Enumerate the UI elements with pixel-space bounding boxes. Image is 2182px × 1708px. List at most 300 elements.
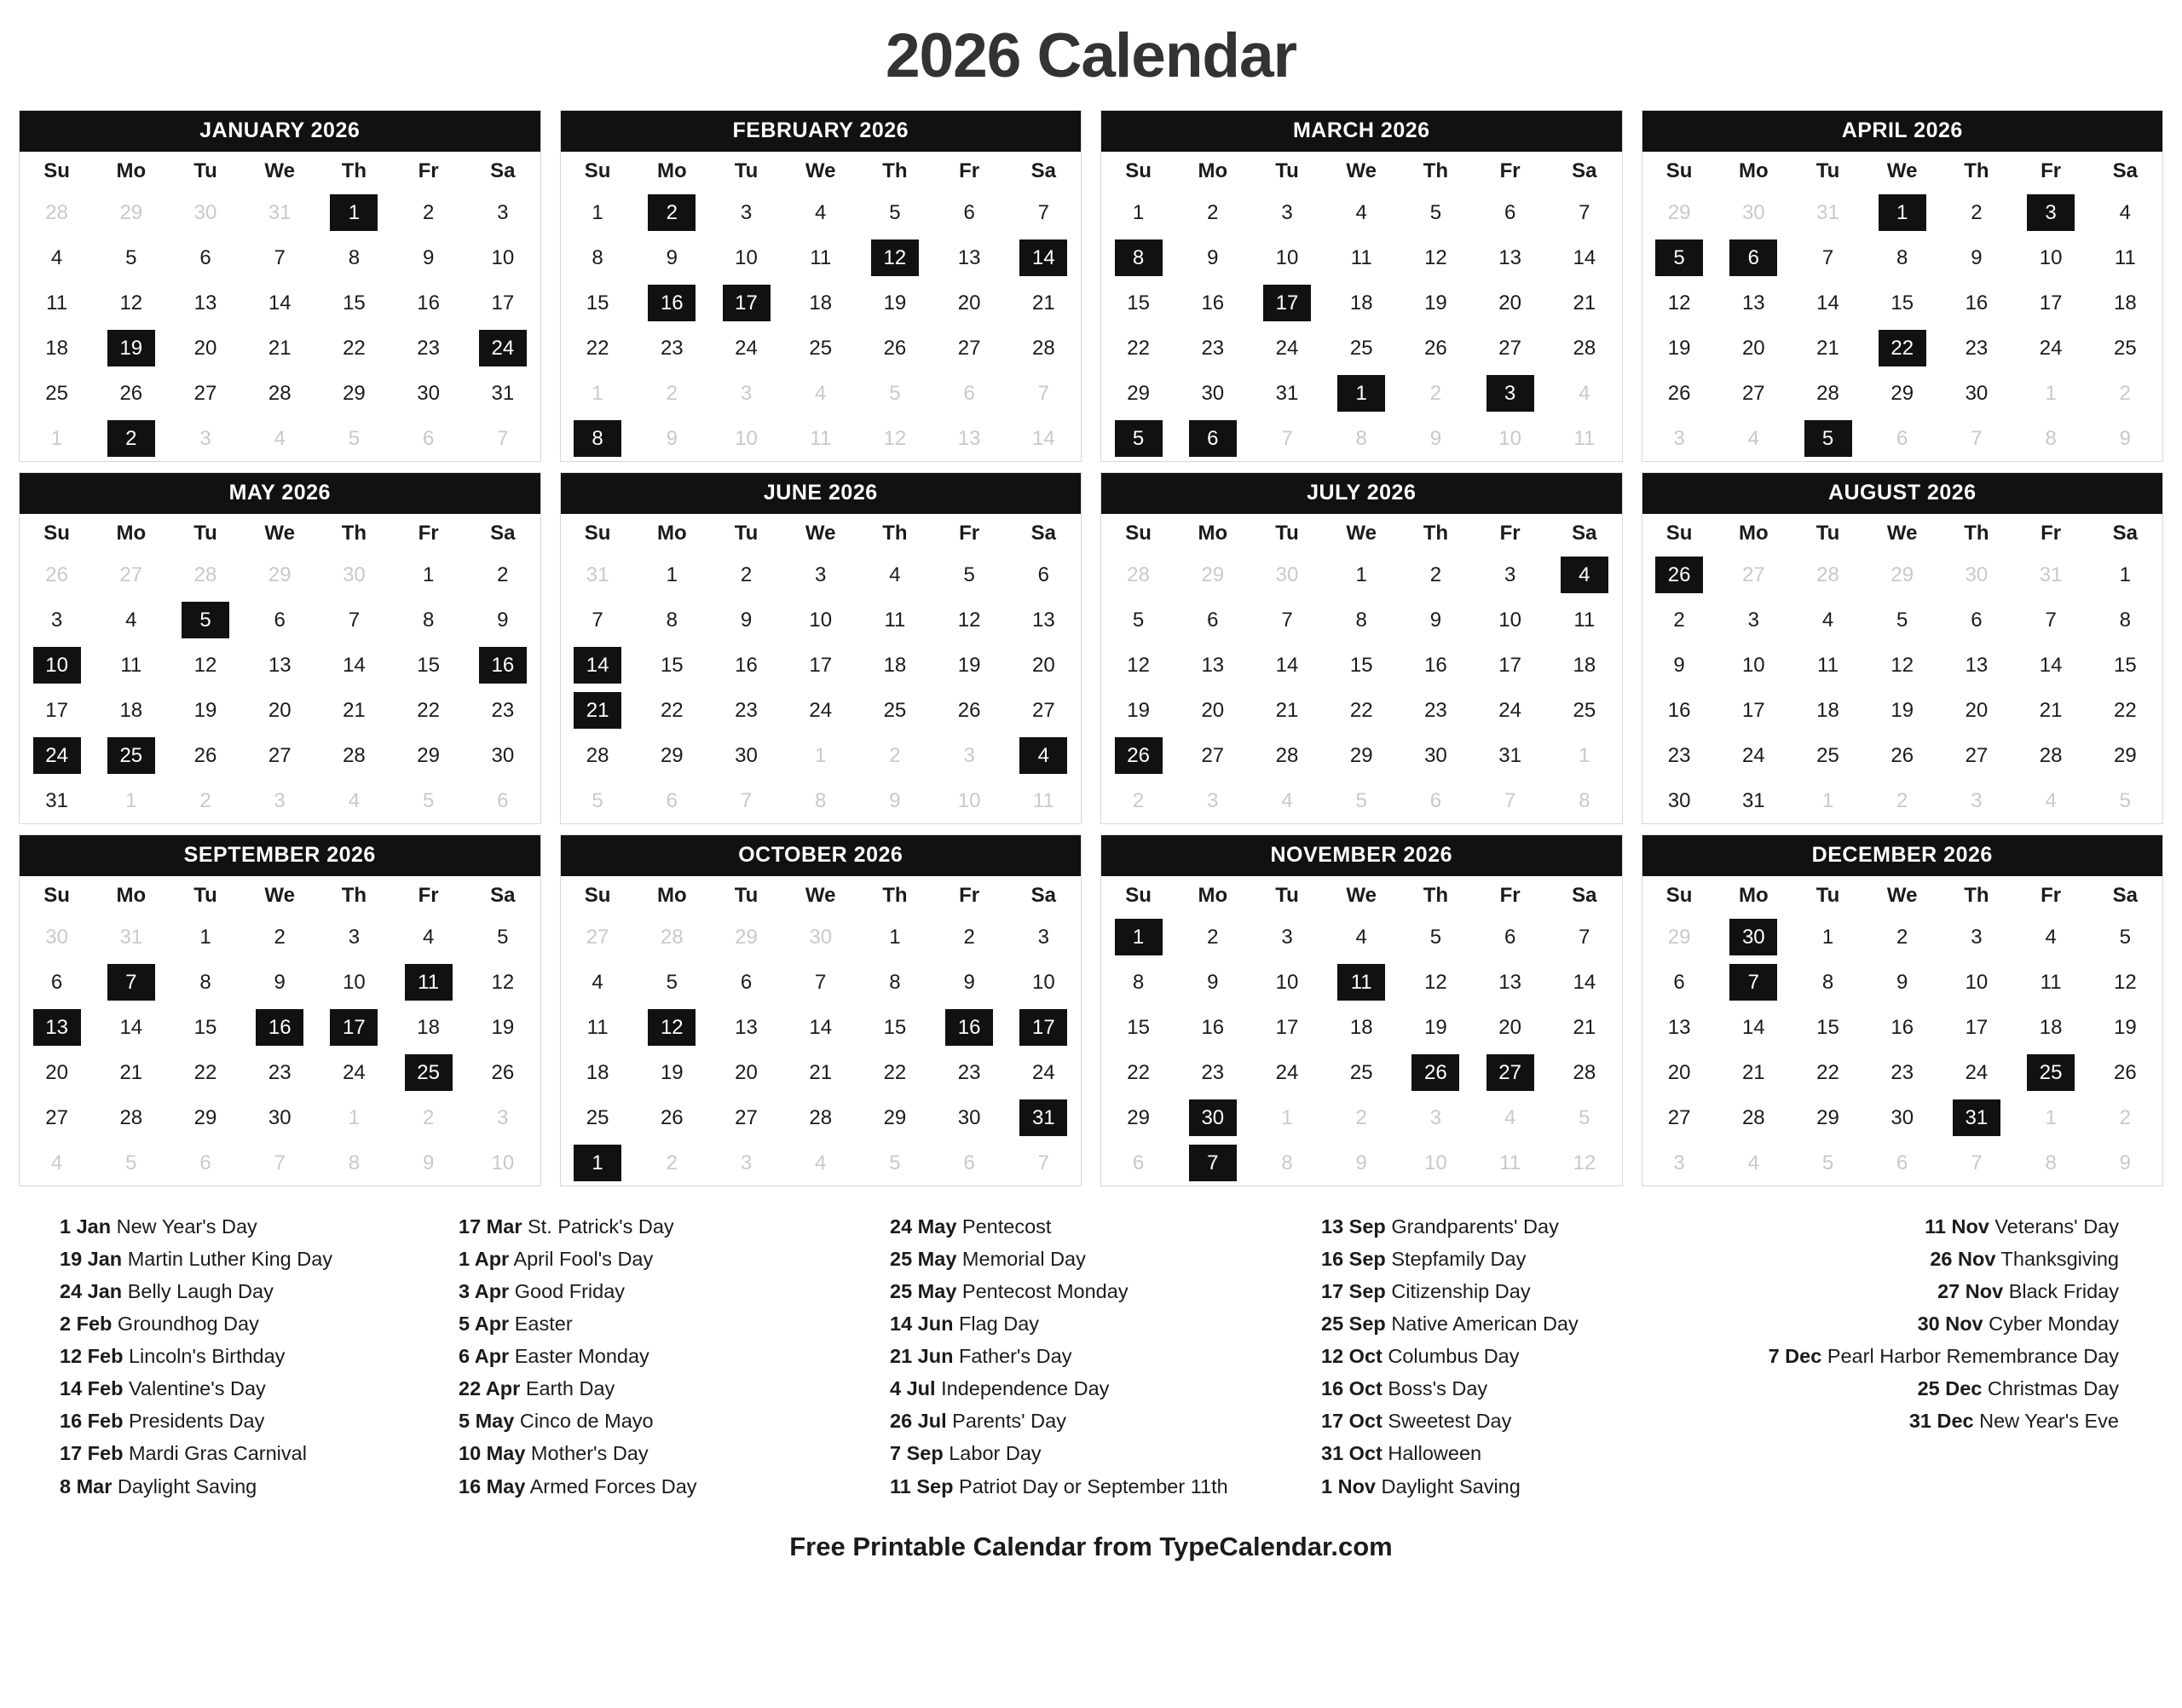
day-cell[interactable]: [709, 416, 783, 461]
day-cell[interactable]: [2014, 915, 2088, 960]
day-cell[interactable]: [2014, 280, 2088, 326]
day-cell[interactable]: [1791, 1005, 1865, 1050]
day-cell[interactable]: [783, 416, 857, 461]
day-cell[interactable]: [465, 1140, 540, 1186]
day-cell[interactable]: [20, 1050, 94, 1095]
day-cell[interactable]: [1791, 235, 1865, 280]
day-cell[interactable]: [1473, 643, 1547, 688]
day-cell[interactable]: [1250, 190, 1324, 235]
day-cell[interactable]: [1399, 1095, 1473, 1140]
day-cell[interactable]: [1865, 688, 1939, 733]
day-cell[interactable]: [317, 778, 391, 823]
day-cell[interactable]: [1717, 1005, 1791, 1050]
day-cell[interactable]: [1007, 915, 1081, 960]
day-cell[interactable]: [1547, 688, 1621, 733]
day-cell[interactable]: [1399, 915, 1473, 960]
day-cell[interactable]: [857, 1095, 932, 1140]
day-cell[interactable]: [391, 1095, 465, 1140]
day-cell[interactable]: [1865, 1050, 1939, 1095]
day-cell[interactable]: [1101, 1140, 1175, 1186]
day-cell[interactable]: [20, 235, 94, 280]
day-cell[interactable]: [1325, 915, 1399, 960]
day-cell[interactable]: [932, 190, 1007, 235]
day-cell[interactable]: [857, 1140, 932, 1186]
day-cell[interactable]: [1547, 1095, 1621, 1140]
day-cell[interactable]: [709, 915, 783, 960]
day-cell[interactable]: [94, 326, 168, 371]
day-cell[interactable]: [1101, 733, 1175, 778]
day-cell[interactable]: [2014, 688, 2088, 733]
day-cell[interactable]: [1175, 552, 1250, 597]
day-cell[interactable]: [94, 190, 168, 235]
day-cell[interactable]: [94, 416, 168, 461]
day-cell[interactable]: [2014, 1095, 2088, 1140]
day-cell[interactable]: [391, 778, 465, 823]
day-cell[interactable]: [1547, 1005, 1621, 1050]
day-cell[interactable]: [635, 280, 709, 326]
day-cell[interactable]: [1939, 552, 2013, 597]
day-cell[interactable]: [465, 235, 540, 280]
day-cell[interactable]: [243, 235, 317, 280]
day-cell[interactable]: [709, 643, 783, 688]
day-cell[interactable]: [1175, 1140, 1250, 1186]
day-cell[interactable]: [635, 688, 709, 733]
day-cell[interactable]: [1642, 1095, 1717, 1140]
day-cell[interactable]: [168, 1050, 242, 1095]
day-cell[interactable]: [465, 733, 540, 778]
day-cell[interactable]: [1007, 597, 1081, 643]
day-cell[interactable]: [391, 552, 465, 597]
day-cell[interactable]: [1865, 643, 1939, 688]
day-cell[interactable]: [20, 371, 94, 416]
day-cell[interactable]: [635, 1005, 709, 1050]
day-cell[interactable]: [1399, 371, 1473, 416]
day-cell[interactable]: [1939, 733, 2013, 778]
day-cell[interactable]: [1791, 326, 1865, 371]
day-cell[interactable]: [635, 235, 709, 280]
day-cell[interactable]: [20, 960, 94, 1005]
day-cell[interactable]: [1399, 280, 1473, 326]
day-cell[interactable]: [1642, 371, 1717, 416]
day-cell[interactable]: [1791, 280, 1865, 326]
day-cell[interactable]: [1939, 597, 2013, 643]
day-cell[interactable]: [243, 1140, 317, 1186]
day-cell[interactable]: [932, 1005, 1007, 1050]
day-cell[interactable]: [1791, 190, 1865, 235]
day-cell[interactable]: [1250, 552, 1324, 597]
day-cell[interactable]: [1007, 552, 1081, 597]
day-cell[interactable]: [561, 235, 635, 280]
day-cell[interactable]: [20, 733, 94, 778]
day-cell[interactable]: [1642, 280, 1717, 326]
day-cell[interactable]: [1101, 688, 1175, 733]
day-cell[interactable]: [168, 733, 242, 778]
day-cell[interactable]: [20, 1095, 94, 1140]
day-cell[interactable]: [783, 1005, 857, 1050]
day-cell[interactable]: [1642, 960, 1717, 1005]
day-cell[interactable]: [1642, 416, 1717, 461]
day-cell[interactable]: [1399, 597, 1473, 643]
day-cell[interactable]: [317, 915, 391, 960]
day-cell[interactable]: [1547, 371, 1621, 416]
day-cell[interactable]: [1939, 416, 2013, 461]
day-cell[interactable]: [391, 1140, 465, 1186]
day-cell[interactable]: [1642, 552, 1717, 597]
day-cell[interactable]: [317, 1050, 391, 1095]
day-cell[interactable]: [1175, 326, 1250, 371]
day-cell[interactable]: [932, 235, 1007, 280]
day-cell[interactable]: [932, 643, 1007, 688]
day-cell[interactable]: [561, 190, 635, 235]
day-cell[interactable]: [1101, 1005, 1175, 1050]
day-cell[interactable]: [1101, 280, 1175, 326]
day-cell[interactable]: [1101, 960, 1175, 1005]
day-cell[interactable]: [1101, 235, 1175, 280]
day-cell[interactable]: [709, 733, 783, 778]
day-cell[interactable]: [561, 960, 635, 1005]
day-cell[interactable]: [243, 597, 317, 643]
day-cell[interactable]: [1547, 1140, 1621, 1186]
day-cell[interactable]: [1717, 190, 1791, 235]
day-cell[interactable]: [561, 1140, 635, 1186]
day-cell[interactable]: [1717, 235, 1791, 280]
day-cell[interactable]: [465, 915, 540, 960]
day-cell[interactable]: [1250, 1050, 1324, 1095]
day-cell[interactable]: [635, 190, 709, 235]
day-cell[interactable]: [465, 371, 540, 416]
day-cell[interactable]: [1865, 960, 1939, 1005]
day-cell[interactable]: [2088, 733, 2162, 778]
day-cell[interactable]: [1399, 688, 1473, 733]
day-cell[interactable]: [857, 190, 932, 235]
day-cell[interactable]: [561, 552, 635, 597]
day-cell[interactable]: [561, 778, 635, 823]
day-cell[interactable]: [857, 326, 932, 371]
day-cell[interactable]: [1717, 733, 1791, 778]
day-cell[interactable]: [1250, 915, 1324, 960]
day-cell[interactable]: [1325, 280, 1399, 326]
day-cell[interactable]: [391, 371, 465, 416]
day-cell[interactable]: [391, 1005, 465, 1050]
day-cell[interactable]: [1175, 1050, 1250, 1095]
day-cell[interactable]: [783, 1050, 857, 1095]
day-cell[interactable]: [1939, 326, 2013, 371]
day-cell[interactable]: [94, 1005, 168, 1050]
day-cell[interactable]: [561, 688, 635, 733]
day-cell[interactable]: [2014, 733, 2088, 778]
day-cell[interactable]: [1250, 733, 1324, 778]
day-cell[interactable]: [1791, 960, 1865, 1005]
day-cell[interactable]: [857, 733, 932, 778]
day-cell[interactable]: [783, 552, 857, 597]
day-cell[interactable]: [243, 1095, 317, 1140]
day-cell[interactable]: [243, 778, 317, 823]
day-cell[interactable]: [932, 326, 1007, 371]
day-cell[interactable]: [932, 416, 1007, 461]
day-cell[interactable]: [1791, 1140, 1865, 1186]
day-cell[interactable]: [243, 280, 317, 326]
day-cell[interactable]: [1175, 915, 1250, 960]
day-cell[interactable]: [1101, 326, 1175, 371]
day-cell[interactable]: [20, 1140, 94, 1186]
day-cell[interactable]: [1250, 597, 1324, 643]
day-cell[interactable]: [94, 960, 168, 1005]
day-cell[interactable]: [1791, 688, 1865, 733]
day-cell[interactable]: [561, 1005, 635, 1050]
day-cell[interactable]: [783, 778, 857, 823]
day-cell[interactable]: [561, 416, 635, 461]
day-cell[interactable]: [1473, 190, 1547, 235]
day-cell[interactable]: [1939, 1140, 2013, 1186]
day-cell[interactable]: [1865, 1005, 1939, 1050]
day-cell[interactable]: [1399, 960, 1473, 1005]
day-cell[interactable]: [168, 778, 242, 823]
day-cell[interactable]: [1175, 371, 1250, 416]
day-cell[interactable]: [709, 326, 783, 371]
day-cell[interactable]: [561, 280, 635, 326]
day-cell[interactable]: [1101, 552, 1175, 597]
day-cell[interactable]: [857, 1005, 932, 1050]
day-cell[interactable]: [94, 371, 168, 416]
day-cell[interactable]: [168, 235, 242, 280]
day-cell[interactable]: [1325, 190, 1399, 235]
day-cell[interactable]: [1473, 733, 1547, 778]
day-cell[interactable]: [1007, 235, 1081, 280]
day-cell[interactable]: [1325, 235, 1399, 280]
day-cell[interactable]: [94, 778, 168, 823]
day-cell[interactable]: [2014, 1140, 2088, 1186]
day-cell[interactable]: [1101, 190, 1175, 235]
day-cell[interactable]: [1791, 1095, 1865, 1140]
day-cell[interactable]: [317, 280, 391, 326]
day-cell[interactable]: [465, 552, 540, 597]
day-cell[interactable]: [168, 1140, 242, 1186]
day-cell[interactable]: [1642, 190, 1717, 235]
day-cell[interactable]: [1007, 371, 1081, 416]
day-cell[interactable]: [317, 326, 391, 371]
day-cell[interactable]: [2088, 688, 2162, 733]
day-cell[interactable]: [2088, 280, 2162, 326]
day-cell[interactable]: [1325, 1095, 1399, 1140]
day-cell[interactable]: [783, 235, 857, 280]
day-cell[interactable]: [243, 733, 317, 778]
day-cell[interactable]: [1007, 326, 1081, 371]
day-cell[interactable]: [932, 1050, 1007, 1095]
day-cell[interactable]: [2014, 597, 2088, 643]
day-cell[interactable]: [465, 1050, 540, 1095]
day-cell[interactable]: [94, 915, 168, 960]
day-cell[interactable]: [857, 416, 932, 461]
day-cell[interactable]: [635, 552, 709, 597]
day-cell[interactable]: [1865, 597, 1939, 643]
day-cell[interactable]: [391, 915, 465, 960]
day-cell[interactable]: [561, 915, 635, 960]
day-cell[interactable]: [1865, 733, 1939, 778]
day-cell[interactable]: [317, 235, 391, 280]
day-cell[interactable]: [2088, 1140, 2162, 1186]
day-cell[interactable]: [1250, 778, 1324, 823]
day-cell[interactable]: [2088, 371, 2162, 416]
day-cell[interactable]: [1547, 190, 1621, 235]
day-cell[interactable]: [2088, 778, 2162, 823]
day-cell[interactable]: [465, 778, 540, 823]
day-cell[interactable]: [783, 1140, 857, 1186]
day-cell[interactable]: [20, 190, 94, 235]
day-cell[interactable]: [1717, 416, 1791, 461]
day-cell[interactable]: [635, 643, 709, 688]
day-cell[interactable]: [2014, 416, 2088, 461]
day-cell[interactable]: [2014, 778, 2088, 823]
day-cell[interactable]: [243, 416, 317, 461]
day-cell[interactable]: [1325, 1140, 1399, 1186]
day-cell[interactable]: [94, 643, 168, 688]
day-cell[interactable]: [709, 552, 783, 597]
day-cell[interactable]: [1101, 778, 1175, 823]
day-cell[interactable]: [20, 326, 94, 371]
day-cell[interactable]: [1791, 1050, 1865, 1095]
day-cell[interactable]: [1250, 643, 1324, 688]
day-cell[interactable]: [1101, 1050, 1175, 1095]
day-cell[interactable]: [465, 960, 540, 1005]
day-cell[interactable]: [465, 416, 540, 461]
day-cell[interactable]: [1007, 778, 1081, 823]
day-cell[interactable]: [1939, 778, 2013, 823]
day-cell[interactable]: [2014, 552, 2088, 597]
day-cell[interactable]: [1642, 326, 1717, 371]
day-cell[interactable]: [1007, 1140, 1081, 1186]
day-cell[interactable]: [1175, 280, 1250, 326]
day-cell[interactable]: [2014, 326, 2088, 371]
day-cell[interactable]: [709, 371, 783, 416]
day-cell[interactable]: [391, 960, 465, 1005]
day-cell[interactable]: [243, 326, 317, 371]
day-cell[interactable]: [635, 1095, 709, 1140]
day-cell[interactable]: [317, 1140, 391, 1186]
day-cell[interactable]: [1717, 778, 1791, 823]
day-cell[interactable]: [2014, 190, 2088, 235]
day-cell[interactable]: [932, 1095, 1007, 1140]
day-cell[interactable]: [783, 960, 857, 1005]
day-cell[interactable]: [1007, 1095, 1081, 1140]
day-cell[interactable]: [2088, 326, 2162, 371]
day-cell[interactable]: [1473, 597, 1547, 643]
day-cell[interactable]: [857, 1050, 932, 1095]
day-cell[interactable]: [465, 643, 540, 688]
day-cell[interactable]: [1101, 371, 1175, 416]
day-cell[interactable]: [94, 1140, 168, 1186]
day-cell[interactable]: [168, 915, 242, 960]
day-cell[interactable]: [1547, 235, 1621, 280]
day-cell[interactable]: [1717, 371, 1791, 416]
day-cell[interactable]: [465, 326, 540, 371]
day-cell[interactable]: [1473, 1005, 1547, 1050]
day-cell[interactable]: [709, 1005, 783, 1050]
day-cell[interactable]: [94, 1050, 168, 1095]
day-cell[interactable]: [168, 960, 242, 1005]
day-cell[interactable]: [1007, 960, 1081, 1005]
day-cell[interactable]: [465, 190, 540, 235]
day-cell[interactable]: [1642, 597, 1717, 643]
day-cell[interactable]: [561, 1095, 635, 1140]
day-cell[interactable]: [2014, 1005, 2088, 1050]
day-cell[interactable]: [1473, 371, 1547, 416]
day-cell[interactable]: [709, 1050, 783, 1095]
day-cell[interactable]: [561, 326, 635, 371]
day-cell[interactable]: [465, 597, 540, 643]
day-cell[interactable]: [20, 643, 94, 688]
day-cell[interactable]: [783, 190, 857, 235]
day-cell[interactable]: [1250, 416, 1324, 461]
day-cell[interactable]: [932, 688, 1007, 733]
day-cell[interactable]: [1101, 643, 1175, 688]
day-cell[interactable]: [709, 960, 783, 1005]
day-cell[interactable]: [1865, 915, 1939, 960]
day-cell[interactable]: [20, 915, 94, 960]
day-cell[interactable]: [20, 552, 94, 597]
day-cell[interactable]: [2088, 552, 2162, 597]
day-cell[interactable]: [1717, 552, 1791, 597]
day-cell[interactable]: [1399, 552, 1473, 597]
day-cell[interactable]: [94, 280, 168, 326]
day-cell[interactable]: [635, 416, 709, 461]
day-cell[interactable]: [20, 416, 94, 461]
day-cell[interactable]: [1325, 326, 1399, 371]
day-cell[interactable]: [168, 416, 242, 461]
day-cell[interactable]: [1399, 1140, 1473, 1186]
day-cell[interactable]: [391, 733, 465, 778]
day-cell[interactable]: [391, 190, 465, 235]
day-cell[interactable]: [20, 280, 94, 326]
day-cell[interactable]: [709, 1140, 783, 1186]
day-cell[interactable]: [1101, 915, 1175, 960]
day-cell[interactable]: [2088, 915, 2162, 960]
day-cell[interactable]: [857, 643, 932, 688]
day-cell[interactable]: [1007, 416, 1081, 461]
day-cell[interactable]: [561, 371, 635, 416]
day-cell[interactable]: [1007, 688, 1081, 733]
day-cell[interactable]: [1325, 733, 1399, 778]
day-cell[interactable]: [1939, 1050, 2013, 1095]
day-cell[interactable]: [465, 1095, 540, 1140]
day-cell[interactable]: [2088, 190, 2162, 235]
day-cell[interactable]: [1325, 552, 1399, 597]
day-cell[interactable]: [1175, 733, 1250, 778]
day-cell[interactable]: [783, 733, 857, 778]
day-cell[interactable]: [635, 597, 709, 643]
day-cell[interactable]: [2088, 1095, 2162, 1140]
day-cell[interactable]: [635, 915, 709, 960]
day-cell[interactable]: [243, 643, 317, 688]
day-cell[interactable]: [1717, 1095, 1791, 1140]
day-cell[interactable]: [783, 1095, 857, 1140]
day-cell[interactable]: [2088, 960, 2162, 1005]
day-cell[interactable]: [561, 597, 635, 643]
day-cell[interactable]: [709, 235, 783, 280]
day-cell[interactable]: [857, 778, 932, 823]
day-cell[interactable]: [1547, 280, 1621, 326]
day-cell[interactable]: [465, 280, 540, 326]
day-cell[interactable]: [709, 688, 783, 733]
day-cell[interactable]: [168, 643, 242, 688]
day-cell[interactable]: [932, 597, 1007, 643]
day-cell[interactable]: [1642, 1005, 1717, 1050]
day-cell[interactable]: [317, 960, 391, 1005]
day-cell[interactable]: [1939, 1005, 2013, 1050]
day-cell[interactable]: [1007, 1050, 1081, 1095]
day-cell[interactable]: [1473, 552, 1547, 597]
day-cell[interactable]: [1939, 371, 2013, 416]
day-cell[interactable]: [1325, 371, 1399, 416]
